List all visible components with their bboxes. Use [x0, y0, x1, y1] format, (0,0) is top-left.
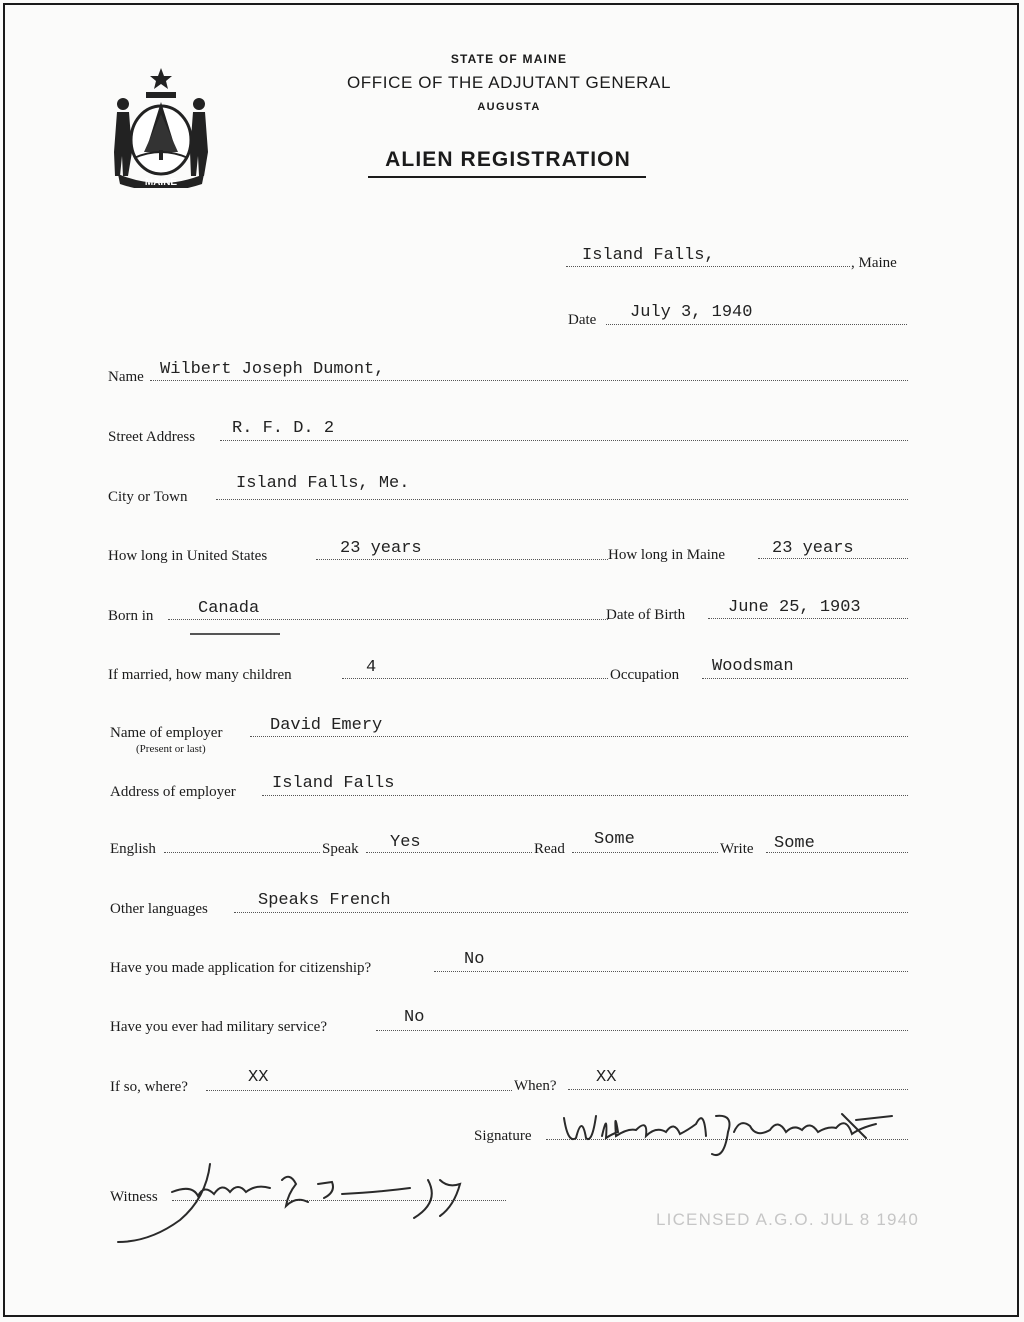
other-languages-line	[234, 912, 908, 913]
employer-address-label: Address of employer	[110, 784, 236, 800]
seal-banner: MAINE	[144, 177, 178, 188]
where-label: If so, where?	[110, 1079, 188, 1095]
maine-seal-icon	[108, 66, 214, 188]
citizenship-value[interactable]: No	[464, 950, 485, 969]
date-line	[606, 324, 907, 325]
other-languages-label: Other languages	[110, 901, 208, 917]
street-value[interactable]: R. F. D. 2	[232, 419, 335, 438]
occupation-label: Occupation	[610, 667, 680, 683]
city-value[interactable]: Island Falls, Me.	[236, 474, 410, 493]
time-maine-label: How long in Maine	[608, 547, 726, 563]
dob-value[interactable]: June 25, 1903	[728, 598, 861, 617]
when-label: When?	[514, 1078, 557, 1094]
employer-address-line	[262, 795, 908, 796]
military-line	[376, 1030, 908, 1031]
born-line	[168, 619, 608, 620]
header-office: OFFICE OF THE ADJUTANT GENERAL	[346, 73, 672, 92]
born-underline-mark	[190, 633, 280, 635]
employer-address-value[interactable]: Island Falls	[272, 774, 395, 793]
employer-label: Name of employer	[110, 725, 223, 741]
date-value[interactable]: July 3, 1940	[630, 303, 753, 322]
name-value[interactable]: Wilbert Joseph Dumont,	[160, 360, 385, 379]
children-value[interactable]: 4	[366, 658, 377, 677]
employer-line	[250, 736, 908, 737]
occupation-line	[702, 678, 908, 679]
write-value[interactable]: Some	[774, 834, 815, 853]
employer-value[interactable]: David Emery	[270, 716, 383, 735]
write-label: Write	[720, 841, 754, 857]
citizenship-line	[434, 971, 908, 972]
speak-value[interactable]: Yes	[390, 833, 421, 852]
witness-label: Witness	[110, 1189, 158, 1205]
time-us-line	[316, 559, 608, 560]
received-stamp: LICENSED A.G.O. JUL 8 1940	[656, 1210, 920, 1229]
born-value[interactable]: Canada	[198, 599, 260, 618]
born-label: Born in	[108, 608, 154, 624]
name-label: Name	[108, 369, 144, 385]
header-city: AUGUSTA	[477, 101, 541, 113]
english-line	[164, 852, 320, 853]
street-label: Street Address	[108, 429, 196, 445]
children-line	[342, 678, 608, 679]
read-label: Read	[534, 841, 565, 857]
where-value[interactable]: XX	[248, 1068, 269, 1087]
city-label: City or Town	[108, 489, 188, 505]
street-line	[220, 440, 908, 441]
english-label: English	[110, 841, 156, 857]
time-maine-value[interactable]: 23 years	[772, 539, 854, 558]
form-title: ALIEN REGISTRATION	[385, 148, 631, 171]
city-line	[216, 499, 908, 500]
when-line	[568, 1089, 908, 1090]
when-value[interactable]: XX	[596, 1068, 617, 1087]
name-line	[150, 380, 908, 381]
header-state: STATE OF MAINE	[450, 52, 568, 66]
signature-label: Signature	[474, 1128, 532, 1144]
place-suffix: , Maine	[851, 255, 897, 271]
signature-scrawl	[556, 1104, 906, 1164]
military-label: Have you ever had military service?	[110, 1019, 327, 1035]
other-languages-value[interactable]: Speaks French	[258, 891, 391, 910]
children-label: If married, how many children	[108, 667, 292, 683]
read-line	[572, 852, 718, 853]
speak-label: Speak	[322, 841, 359, 857]
time-us-label: How long in United States	[108, 548, 268, 564]
citizenship-label: Have you made application for citizenship?	[110, 960, 372, 976]
title-underline	[368, 176, 646, 178]
dob-line	[708, 618, 908, 619]
place-value[interactable]: Island Falls,	[582, 246, 715, 265]
military-value[interactable]: No	[404, 1008, 425, 1027]
employer-sublabel: (Present or last)	[136, 743, 206, 755]
where-line	[206, 1090, 512, 1091]
witness-scrawl	[110, 1158, 500, 1248]
place-line	[566, 266, 850, 267]
date-label: Date	[568, 312, 597, 328]
read-value[interactable]: Some	[594, 830, 635, 849]
dob-label: Date of Birth	[606, 607, 686, 623]
time-us-value[interactable]: 23 years	[340, 539, 422, 558]
occupation-value[interactable]: Woodsman	[712, 657, 794, 676]
